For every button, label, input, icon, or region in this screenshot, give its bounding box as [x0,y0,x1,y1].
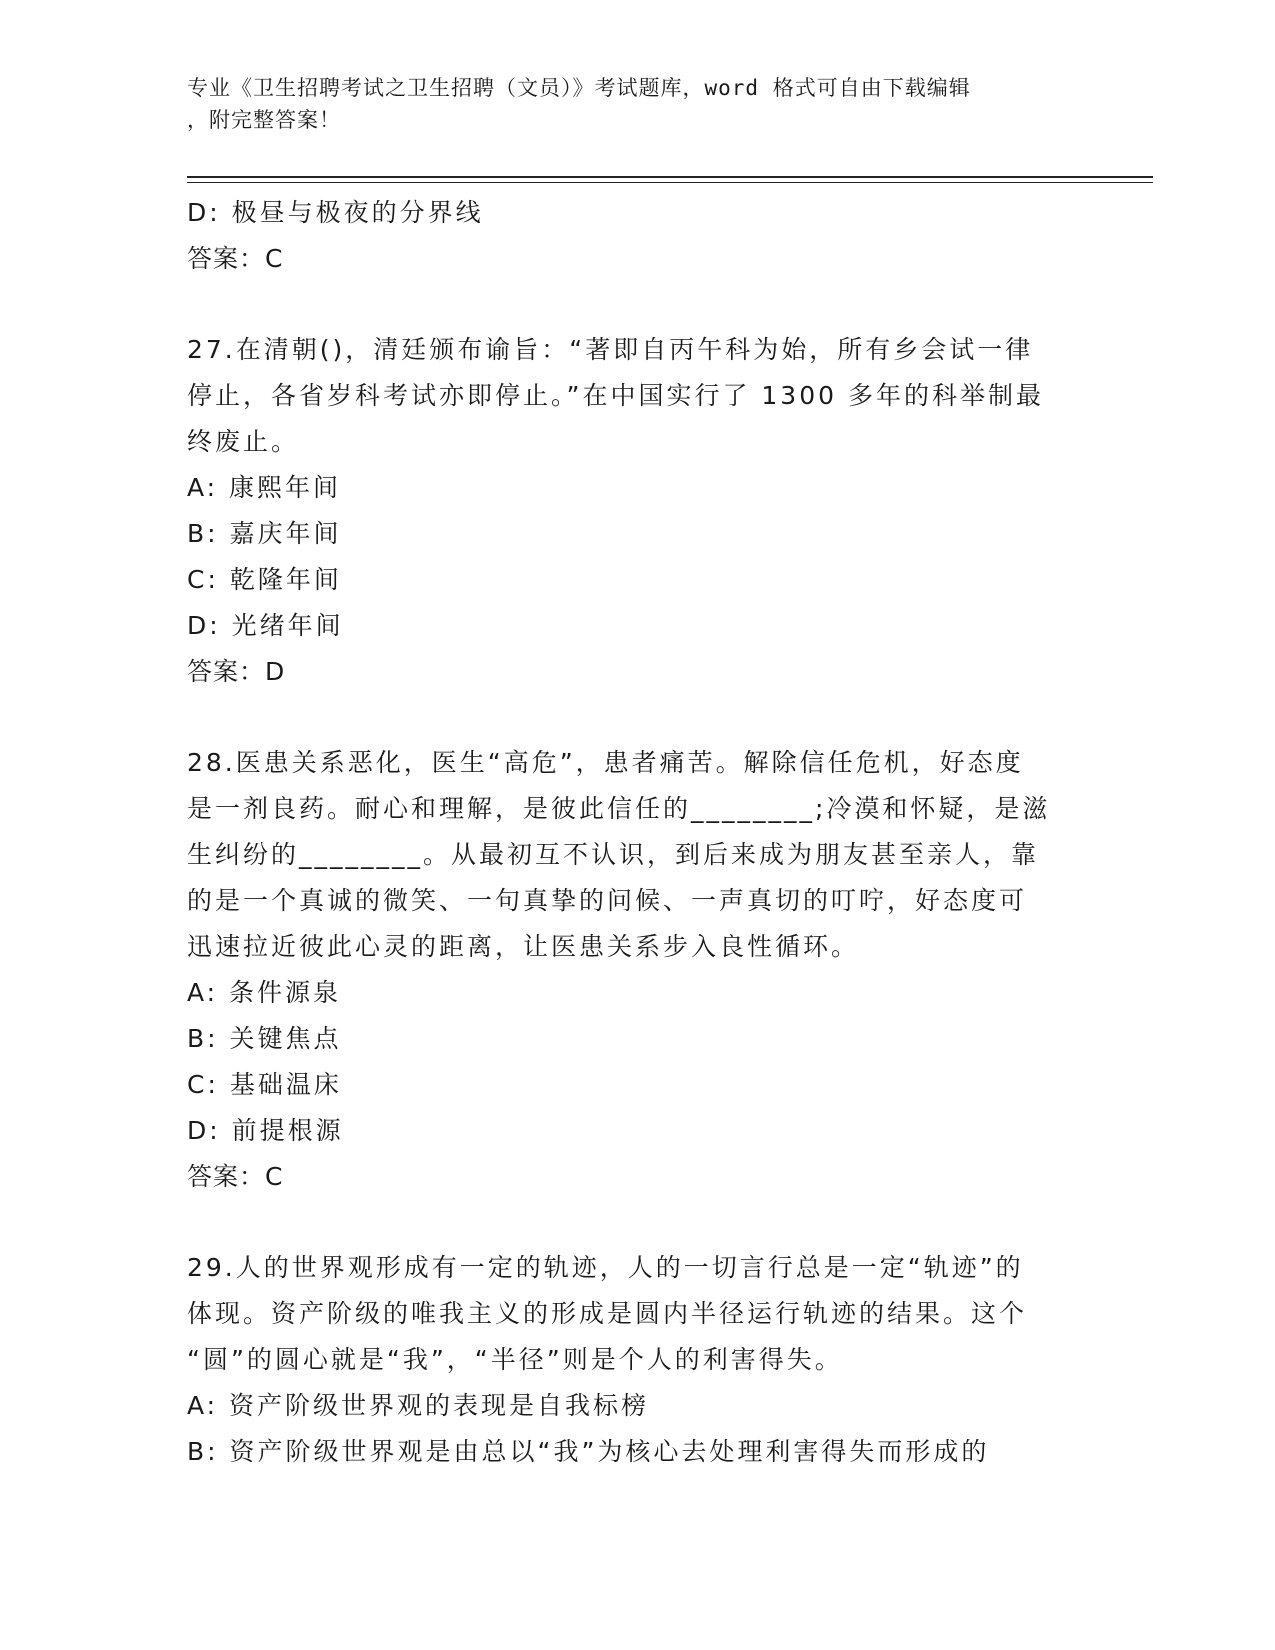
question-gap [187,282,1087,327]
document-header [187,72,1067,136]
question-28-text-line: 迅速拉近彼此心灵的距离，让医患关系步入良性循环。 [187,932,860,961]
prev-answer: 答案：C [187,244,284,273]
question-27-answer: 答案：D [187,657,286,686]
header-divider-thin [187,182,1153,183]
question-28 [187,740,1087,1200]
question-29-option-a: A: 资产阶级世界观的表现是自我标榜 [187,1391,650,1420]
question-28-text-line: 28.医患关系恶化，医生“高危”，患者痛苦。解除信任危机，好态度 [187,748,1024,777]
question-28-text-line: 生纠纷的________。从最初互不认识，到后来成为朋友甚至亲人，靠 [187,840,1040,869]
header-divider-thick [187,176,1153,178]
question-29-text-line: “圆”的圆心就是“我”，“半径”则是个人的利害得失。 [187,1345,843,1374]
question-27 [187,327,1087,695]
question-28-option-c: C: 基础温床 [187,1070,342,1099]
question-28-option-d: D: 前提根源 [187,1116,344,1145]
question-28-option-a: A: 条件源泉 [187,978,342,1007]
question-29 [187,1245,1087,1475]
question-27-text-line: 停止，各省岁科考试亦即停止。”在中国实行了 1300 多年的科举制最 [187,381,1044,410]
question-27-option-d: D: 光绪年间 [187,611,344,640]
question-gap [187,1200,1087,1245]
question-content [187,190,1087,1475]
header-line-2: ，附完整答案！ [187,108,341,132]
question-27-option-b: B: 嘉庆年间 [187,519,342,548]
question-28-text-line: 的是一个真诚的微笑、一句真挚的问候、一声真切的叮咛，好态度可 [187,886,1028,915]
question-29-text-line: 29.人的世界观形成有一定的轨迹，人的一切言行总是一定“轨迹”的 [187,1253,1024,1282]
prev-option-d: D: 极昼与极夜的分界线 [187,198,484,227]
question-gap [187,695,1087,740]
question-28-answer: 答案：C [187,1162,284,1191]
question-29-text-line: 体现。资产阶级的唯我主义的形成是圆内半径运行轨迹的结果。这个 [187,1299,1028,1328]
question-29-option-b: B: 资产阶级世界观是由总以“我”为核心去处理利害得失而形成的 [187,1437,990,1466]
question-28-option-b: B: 关键焦点 [187,1024,342,1053]
question-27-option-c: C: 乾隆年间 [187,565,342,594]
question-27-text-line: 终废止。 [187,427,300,456]
question-28-text-line: 是一剂良药。耐心和理解，是彼此信任的________;冷漠和怀疑，是滋 [187,794,1051,823]
question-27-option-a: A: 康熙年间 [187,473,342,502]
question-27-text-line: 27.在清朝()，清廷颁布谕旨：“著即自丙午科为始，所有乡会试一律 [187,335,1034,364]
header-line-1: 专业《卫生招聘考试之卫生招聘（文员）》考试题库，word 格式可自由下载编辑 [187,76,971,100]
